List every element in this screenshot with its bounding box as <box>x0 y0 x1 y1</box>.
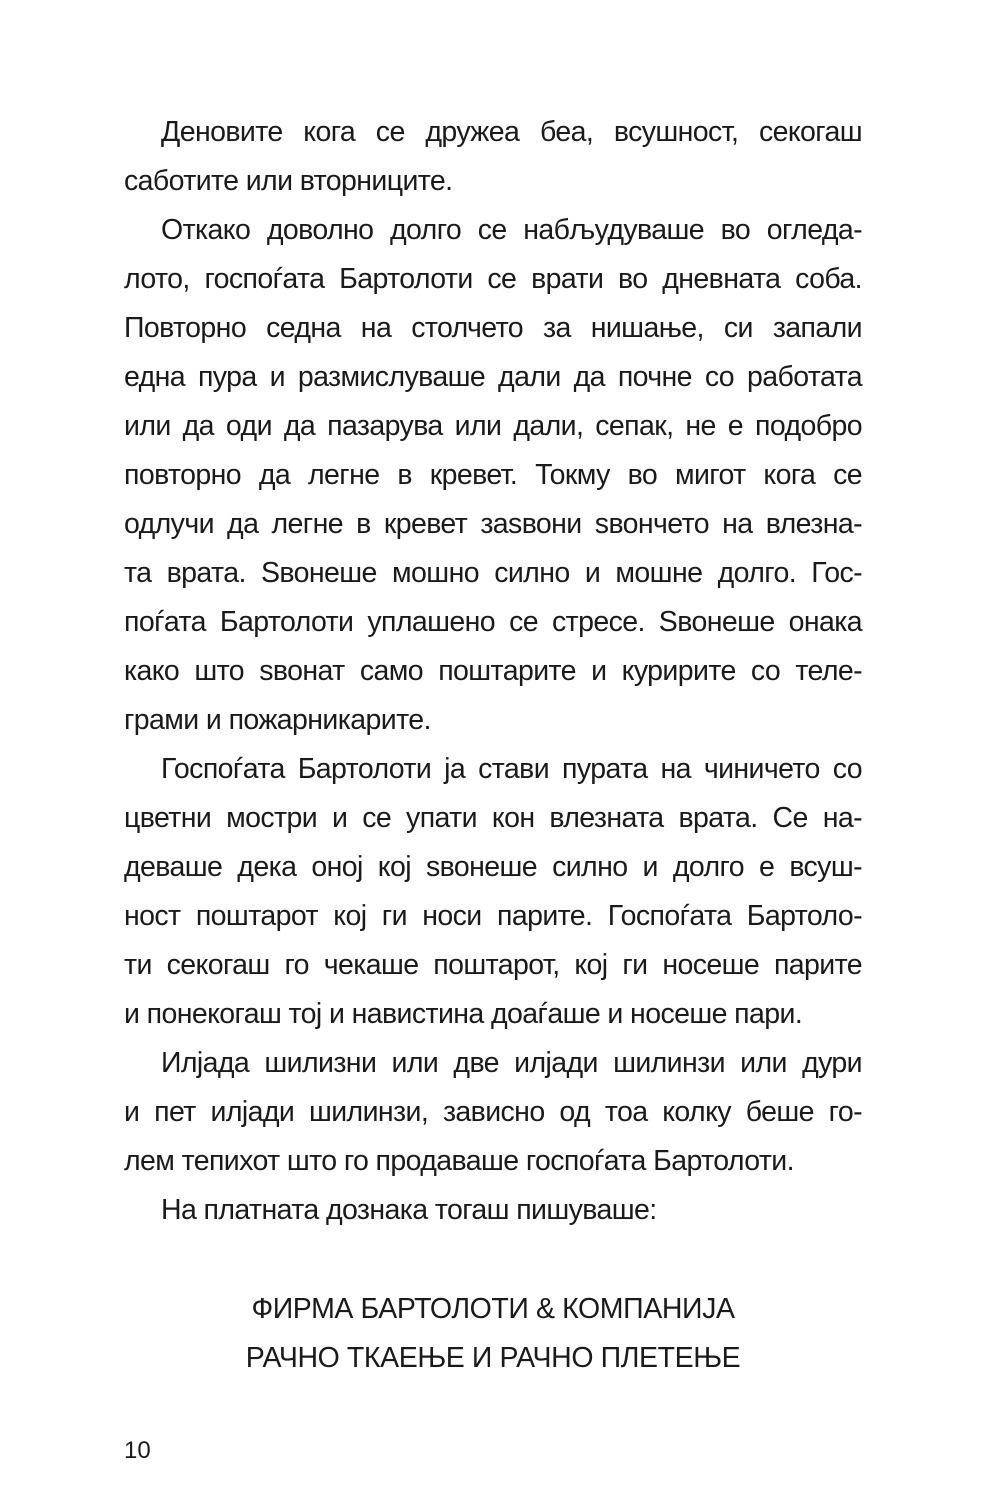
paragraph-5 <box>124 1186 862 1235</box>
text-line: како што ѕвонат само поштарите и куририте со теле- <box>124 655 862 687</box>
company-signature <box>124 1285 862 1383</box>
text-line: На платната дознака тогаш пишуваше: <box>161 1194 657 1226</box>
text-line: поѓата Бартолоти уплашено се стресе. Ѕвонеше онака <box>124 606 862 638</box>
text-line: ти секогаш го чекаше поштарот, кој ги носеше парите <box>124 949 862 981</box>
paragraph-2 <box>124 206 862 745</box>
text-line: една пура и размислуваше дали да почне со работата <box>124 361 862 393</box>
text-line: Госпоѓата Бартолоти ја стави пурата на чиничето со <box>161 753 862 785</box>
paragraph-4 <box>124 1039 862 1186</box>
text-line: Откако доволно долго се набљудуваше во огледа- <box>161 214 862 246</box>
text-line: Илјада шилизни или две илјади шилинзи или дури <box>161 1047 862 1079</box>
paragraph-3 <box>124 745 862 1039</box>
text-line: деваше дека оној кој ѕвонеше силно и долго е всуш- <box>124 851 862 883</box>
text-line: или да оди да пазарува или дали, сепак, не е подобро <box>124 410 862 442</box>
text-line: и пет илјади шилинзи, зависно од тоа колку беше го- <box>124 1096 862 1128</box>
text-line: ност поштарот кој ги носи парите. Госпоѓата Бартоло- <box>124 900 862 932</box>
text-line: грами и пожарникарите. <box>124 704 431 736</box>
text-line: лото, госпоѓата Бартолоти се врати во дневната соба. <box>124 263 862 295</box>
signature-company-trade: РАЧНО ТКАЕЊЕ И РАЧНО ПЛЕТЕЊЕ <box>245 1342 741 1374</box>
paragraph-1 <box>124 108 862 206</box>
signature-company-name: ФИРМА БАРТОЛОТИ & КОМПАНИЈА <box>251 1293 735 1325</box>
text-line: одлучи да легне в кревет заѕвони ѕвончето на влезна- <box>124 508 862 540</box>
text-line: Повторно седна на столчето за нишање, си запали <box>124 312 862 344</box>
text-line: лем тепихот што го продаваше госпоѓата Бартолоти. <box>124 1145 794 1177</box>
text-line: та врата. Ѕвонеше мошно силно и мошне долго. Гос- <box>124 557 862 589</box>
text-line: саботите или вторниците. <box>124 165 453 197</box>
page-number: 10 <box>124 1437 151 1464</box>
text-line: повторно да легне в кревет. Токму во мигот кога се <box>124 459 862 491</box>
text-line: Деновите кога се дружеа беа, всушност, секогаш <box>161 116 862 148</box>
text-line: цветни мостри и се упати кон влезната врата. Се на- <box>124 802 862 834</box>
page-body <box>124 108 862 1235</box>
text-line: и понекогаш тој и навистина доаѓаше и носеше пари. <box>124 998 803 1030</box>
